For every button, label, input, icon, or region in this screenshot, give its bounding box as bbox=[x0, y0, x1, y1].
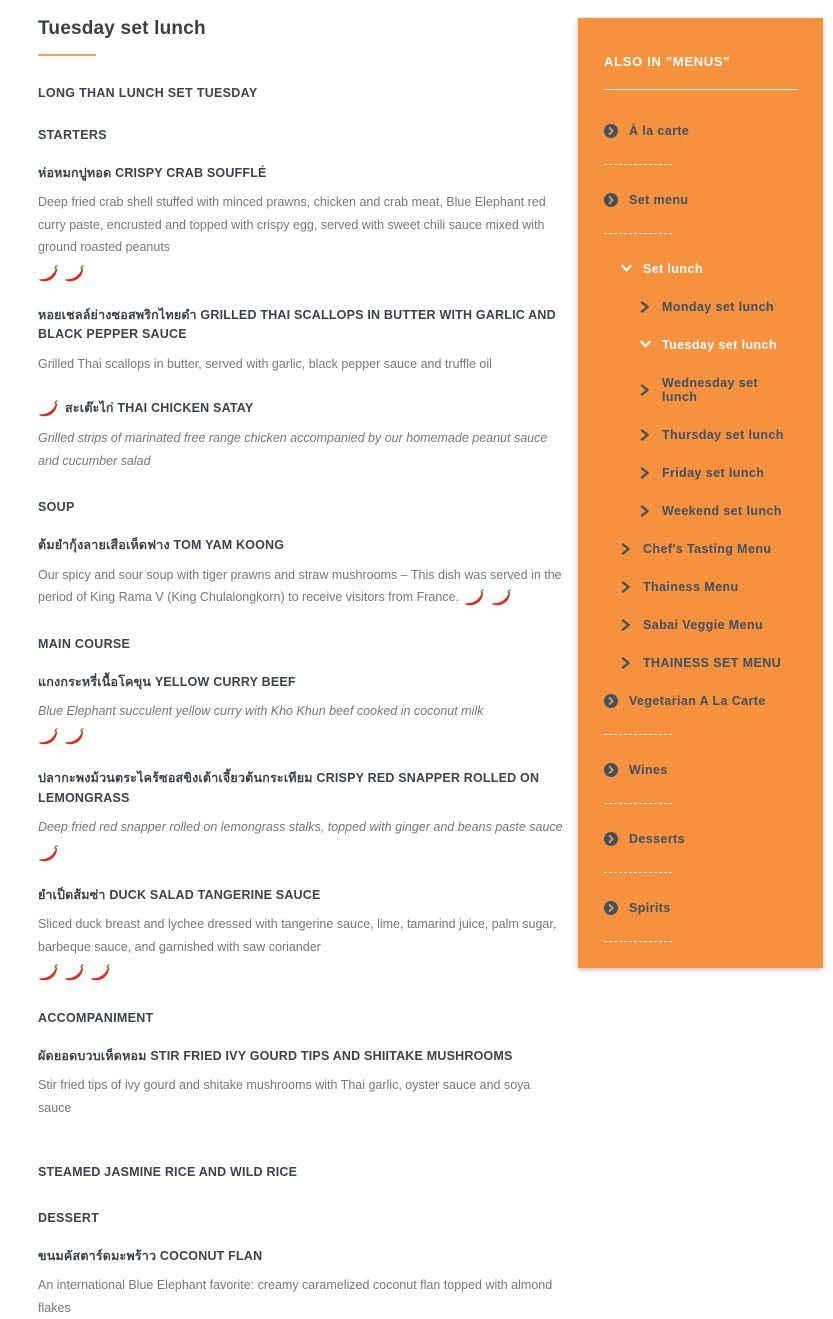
menu-item-title bbox=[38, 886, 566, 905]
chevron-right-icon bbox=[621, 657, 632, 669]
menu-item-title bbox=[38, 1047, 566, 1066]
menu-item-title-en: TOM YAM KOONG bbox=[173, 538, 285, 553]
sidebar-item-chef-s-tasting-menu[interactable] bbox=[621, 542, 797, 556]
menu-item-title-thai: ห่อหมกปูทอด bbox=[38, 166, 112, 180]
dashed-separator bbox=[604, 941, 672, 942]
menu-item bbox=[38, 1047, 566, 1119]
chili-icon bbox=[491, 586, 513, 608]
menu-item-description: Deep fried crab shell stuffed with minced prawns, chicken and crab meat, Blue Elephant red curry paste, encrusted and topped with crispy egg, served with sweet chili sauce mixed with ground roasted peanuts bbox=[38, 195, 546, 255]
menu-subtitle: LONG THAN LUNCH SET TUESDAY bbox=[38, 86, 258, 100]
menu-item-title-en: COCONUT FLAN bbox=[159, 1248, 263, 1263]
menu-item bbox=[38, 164, 566, 284]
menu-section-heading: ACCOMPANIMENT bbox=[38, 1011, 154, 1025]
menu-item-description: An international Blue Elephant favorite: creamy caramelized coconut flan topped with almond flakes bbox=[38, 1278, 553, 1315]
chevron-right-icon bbox=[621, 543, 632, 555]
menu-sections bbox=[38, 128, 566, 1319]
spiciness-indicator bbox=[38, 842, 566, 864]
menu-section bbox=[38, 500, 566, 608]
sidebar-item-thursday-set-lunch[interactable] bbox=[640, 428, 797, 442]
chili-icon bbox=[64, 262, 86, 284]
menu-item-title bbox=[38, 1163, 566, 1182]
sidebar-item-thainess-menu[interactable] bbox=[621, 580, 797, 594]
menu-item bbox=[38, 306, 566, 375]
chili-icon bbox=[38, 397, 60, 419]
menu-item-title-thai: แกงกระหรี่เนื้อโคขุน bbox=[38, 674, 152, 689]
sidebar-item-label: Set lunch bbox=[643, 262, 703, 276]
menu-item bbox=[38, 1163, 566, 1182]
sidebar-item-label: Monday set lunch bbox=[662, 300, 774, 314]
menus-sidebar bbox=[578, 18, 823, 968]
menu-item bbox=[38, 673, 566, 748]
menu-item-title-en: YELLOW CURRY BEEF bbox=[154, 674, 296, 689]
title-underline bbox=[38, 54, 96, 56]
menu-section-heading: DESSERT bbox=[38, 1210, 100, 1225]
chili-icon bbox=[38, 725, 60, 747]
menu-item-title-en: DUCK SALAD TANGERINE SAUCE bbox=[109, 887, 321, 902]
menu-item-title bbox=[38, 306, 566, 345]
sidebar-item-label: Thursday set lunch bbox=[662, 428, 784, 442]
menu-item-title-thai: ผัดยอดบวบเห็ดหอม bbox=[38, 1049, 147, 1063]
sidebar-item-label: Sabai Veggie Menu bbox=[643, 618, 764, 632]
menu-item-description: Our spicy and sour soup with tiger prawns and straw mushrooms – This dish was served in the period of King Rama V (King Chulalongkorn) to receive visitors from France. bbox=[38, 564, 566, 609]
circle-arrow-icon bbox=[604, 832, 618, 846]
chevron-right-icon bbox=[640, 429, 651, 441]
menu-item-title bbox=[38, 673, 566, 692]
sidebar-item-spirits[interactable] bbox=[604, 901, 797, 915]
menu-item-title bbox=[38, 536, 566, 555]
menu-item-description: Stir fried tips of ivy gourd and shitake mushrooms with Thai garlic, oyster sauce and soya sauce bbox=[38, 1078, 531, 1115]
sidebar-item-set-menu[interactable] bbox=[604, 193, 797, 207]
sidebar-item-wednesday-set-lunch[interactable] bbox=[640, 376, 797, 404]
menu-item bbox=[38, 536, 566, 608]
menu-section-heading: MAIN COURSE bbox=[38, 636, 131, 651]
sidebar-item-label: THAINESS SET MENU bbox=[643, 656, 782, 670]
chili-icon bbox=[38, 961, 60, 983]
menu-item-title-thai: สะเต๊ะไก่ bbox=[65, 401, 114, 416]
dashed-separator bbox=[604, 164, 672, 165]
menu-item-description: Blue Elephant succulent yellow curry with Kho Khun beef cooked in coconut milk bbox=[38, 703, 484, 718]
menu-section bbox=[38, 1011, 566, 1183]
menu-section bbox=[38, 128, 566, 472]
chevron-right-icon bbox=[621, 619, 632, 631]
dashed-separator bbox=[604, 803, 672, 804]
chevron-right-icon bbox=[640, 467, 651, 479]
menu-item-title bbox=[38, 769, 566, 808]
sidebar-nav bbox=[604, 124, 797, 942]
menu-item-title bbox=[38, 1247, 566, 1266]
sidebar-item-label: Vegetarian A La Carte bbox=[629, 694, 766, 708]
chili-icon bbox=[64, 961, 86, 983]
sidebar-item-desserts[interactable] bbox=[604, 832, 797, 846]
circle-arrow-icon bbox=[604, 763, 618, 777]
circle-arrow-icon bbox=[604, 193, 618, 207]
menu-section bbox=[38, 1211, 566, 1319]
chevron-right-icon bbox=[640, 301, 651, 313]
sidebar-title: ALSO IN "MENUS" bbox=[604, 54, 731, 69]
chevron-right-icon bbox=[640, 384, 651, 396]
dashed-separator bbox=[604, 233, 672, 234]
chili-icon bbox=[38, 842, 60, 864]
menu-section-heading: STARTERS bbox=[38, 128, 107, 142]
menu-item-title-thai: ขนมคัสตาร์ดมะพร้าว bbox=[38, 1248, 157, 1263]
chili-icon bbox=[90, 961, 112, 983]
chevron-right-icon bbox=[640, 505, 651, 517]
chevron-down-icon bbox=[621, 263, 632, 275]
sidebar-item-vegetarian-a-la-carte[interactable] bbox=[604, 694, 797, 708]
sidebar-item-thainess-set-menu[interactable] bbox=[621, 656, 797, 670]
sidebar-item-label: Chef's Tasting Menu bbox=[643, 542, 772, 556]
spiciness-indicator bbox=[38, 725, 566, 747]
menu-item-title-thai: ยำเป็ดส้มซ่า bbox=[38, 887, 106, 902]
menu-item bbox=[38, 397, 566, 472]
spiciness-indicator bbox=[38, 262, 566, 284]
chili-icon bbox=[38, 262, 60, 284]
menu-section-heading: SOUP bbox=[38, 500, 75, 515]
circle-arrow-icon bbox=[604, 124, 618, 138]
sidebar-item-label: Thainess Menu bbox=[643, 580, 739, 594]
sidebar-item-wines[interactable] bbox=[604, 763, 797, 777]
menu-item bbox=[38, 1247, 566, 1319]
sidebar-item-label: Wednesday set lunch bbox=[662, 376, 758, 404]
sidebar-item-label: Friday set lunch bbox=[662, 466, 765, 480]
sidebar-item-tuesday-set-lunch[interactable] bbox=[640, 338, 797, 352]
sidebar-item-friday-set-lunch[interactable] bbox=[640, 466, 797, 480]
menu-item-description: Deep fried red snapper rolled on lemongrass stalks, topped with ginger and beans paste sauce bbox=[38, 820, 563, 835]
menu-item-title-thai: ปลากะพงม้วนตระไคร้ซอสขิงเต้าเจี้ยวต้นกระเทียม bbox=[38, 771, 313, 786]
sidebar-item-set-lunch[interactable] bbox=[621, 262, 797, 276]
menu-item-description: Sliced duck breast and lychee dressed with tangerine sauce, lime, tamarind juice, palm sugar, barbeque sauce, and garnished with saw coriander bbox=[38, 917, 557, 954]
circle-arrow-icon bbox=[604, 901, 618, 915]
spiciness-indicator bbox=[38, 961, 566, 983]
menu-item bbox=[38, 886, 566, 983]
menu-item-title-en: GRILLED THAI SCALLOPS IN BUTTER WITH GARLIC AND BLACK PEPPER SAUCE bbox=[38, 307, 556, 342]
sidebar-item-label: Tuesday set lunch bbox=[662, 338, 777, 352]
dashed-separator bbox=[604, 872, 672, 873]
sidebar-item-label: Desserts bbox=[629, 832, 686, 846]
menu-item-title-thai: หอยเชลล์ย่างซอสพริกไทยดำ bbox=[38, 307, 197, 322]
menu-item-title-en: CRISPY CRAB SOUFFLÉ bbox=[115, 166, 267, 180]
page-title: Tuesday set lunch bbox=[38, 18, 206, 39]
circle-arrow-icon bbox=[604, 694, 618, 708]
sidebar-item-label: Spirits bbox=[629, 901, 671, 915]
menu-item-title-thai: ต้มยำกุ้งลายเสือเห็ดฟาง bbox=[38, 538, 170, 553]
dashed-separator bbox=[604, 734, 672, 735]
sidebar-item-label: À la carte bbox=[629, 124, 690, 138]
menu-item-title-en: STIR FRIED IVY GOURD TIPS AND SHIITAKE MUSHROOMS bbox=[150, 1049, 513, 1063]
menu-item-description: Grilled Thai scallops in butter, served with garlic, black pepper sauce and truffle oil bbox=[38, 356, 492, 371]
chili-icon bbox=[64, 725, 86, 747]
chevron-down-icon bbox=[640, 339, 651, 351]
sidebar-title-rule bbox=[604, 89, 797, 90]
chevron-right-icon bbox=[621, 581, 632, 593]
menu-item-title-en: THAI CHICKEN SATAY bbox=[117, 401, 254, 416]
menu-item-title bbox=[38, 164, 566, 183]
sidebar-item-label: Wines bbox=[629, 763, 668, 777]
sidebar-item-sabai-veggie-menu[interactable] bbox=[621, 618, 797, 632]
menu-item-title-en: STEAMED JASMINE RICE AND WILD RICE bbox=[38, 1165, 298, 1180]
sidebar-item-label: Set menu bbox=[629, 193, 689, 207]
menu-item-description: Grilled strips of marinated free range chicken accompanied by our homemade peanut sauce and cucumber salad bbox=[38, 431, 548, 468]
menu-content bbox=[38, 18, 566, 1319]
menu-item bbox=[38, 769, 566, 863]
sidebar-item-weekend-set-lunch[interactable] bbox=[640, 504, 797, 518]
menu-item-title-en: CRISPY RED SNAPPER ROLLED ON LEMONGRASS bbox=[38, 771, 540, 805]
sidebar-item-label: Weekend set lunch bbox=[662, 504, 782, 518]
sidebar-item-monday-set-lunch[interactable] bbox=[640, 300, 797, 314]
menu-item-title bbox=[38, 397, 566, 419]
sidebar-item-la-carte[interactable] bbox=[604, 124, 797, 138]
menu-section bbox=[38, 637, 566, 984]
chili-icon bbox=[464, 586, 486, 608]
